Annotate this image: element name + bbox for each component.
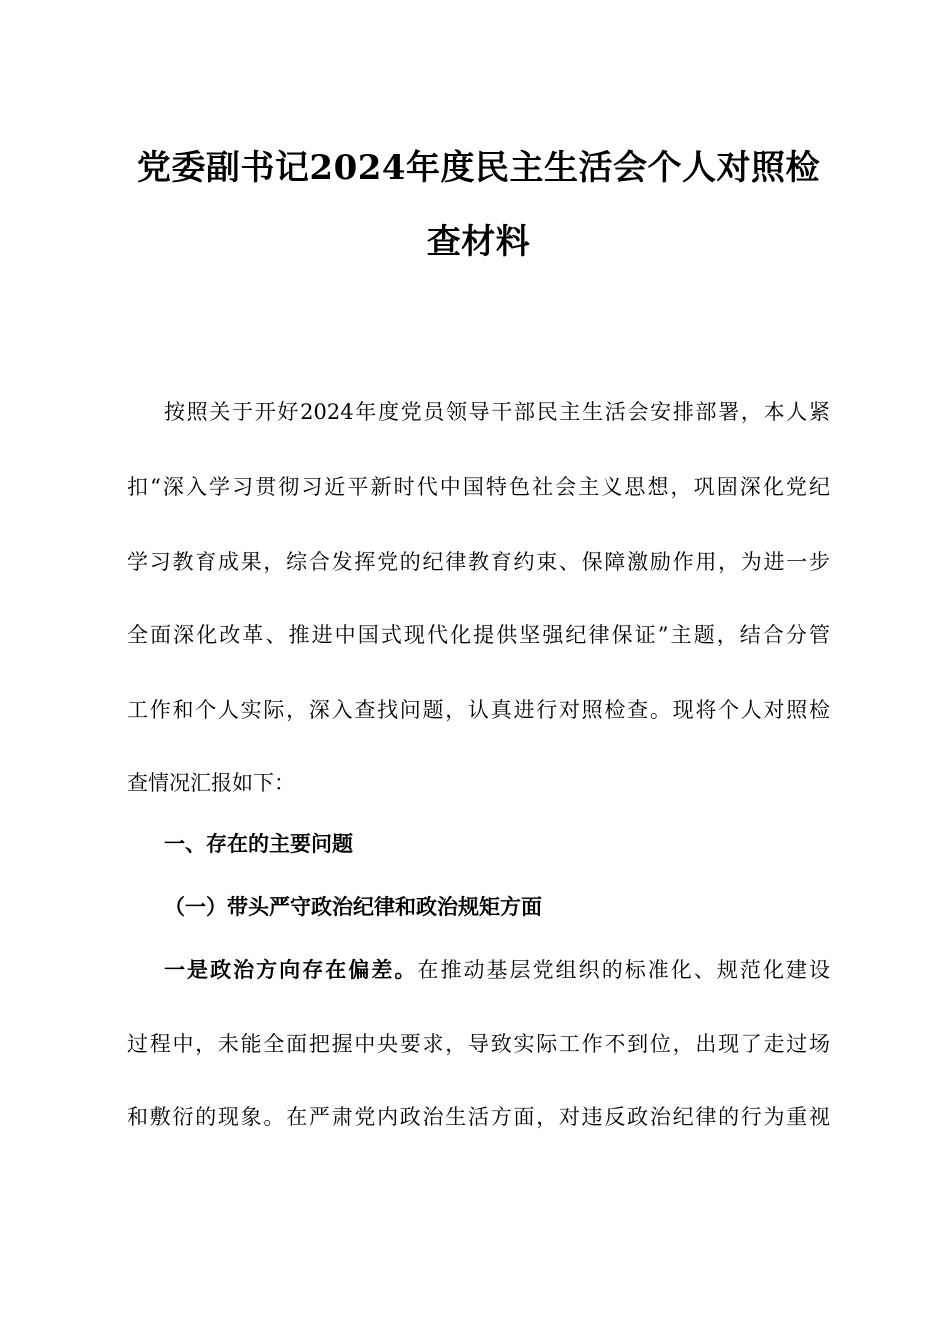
subsection-heading: （一）带头严守政治纪律和政治规矩方面 [164,894,542,919]
intro-paragraph-line: 查情况汇报如下： [127,771,295,795]
point-1-line: 和敷衍的现象。在严肃党内政治生活方面，对违反政治纪律的行为重视 [127,1105,830,1129]
point-1-first-line [164,955,830,985]
document-title-line-1: 党委副书记2024年度民主生活会个人对照检 [136,148,821,188]
section-heading: 一、存在的主要问题 [164,831,353,856]
intro-paragraph-line: 学习教育成果，综合发挥党的纪律教育约束、保障激励作用，为进一步 [127,550,830,574]
point-1-line: 过程中，未能全面把握中央要求，导致实际工作不到位，出现了走过场 [127,1032,830,1056]
intro-paragraph-line: 按照关于开好2024年度党员领导干部民主生活会安排部署，本人紧 [164,400,830,424]
document-title-line-2: 查材料 [426,222,531,262]
intro-paragraph-line: 扣“深入学习贯彻习近平新时代中国特色社会主义思想，巩固深化党纪 [127,475,830,499]
point-1-text: 在推动基层党组织的标准化、规范化建设 [417,958,831,982]
intro-paragraph-line: 工作和个人实际，深入查找问题，认真进行对照检查。现将个人对照检 [127,698,830,722]
point-1-lead: 一是政治方向存在偏差。 [164,957,418,982]
intro-paragraph-line: 全面深化改革、推进中国式现代化提供坚强纪律保证”主题，结合分管 [127,623,830,647]
